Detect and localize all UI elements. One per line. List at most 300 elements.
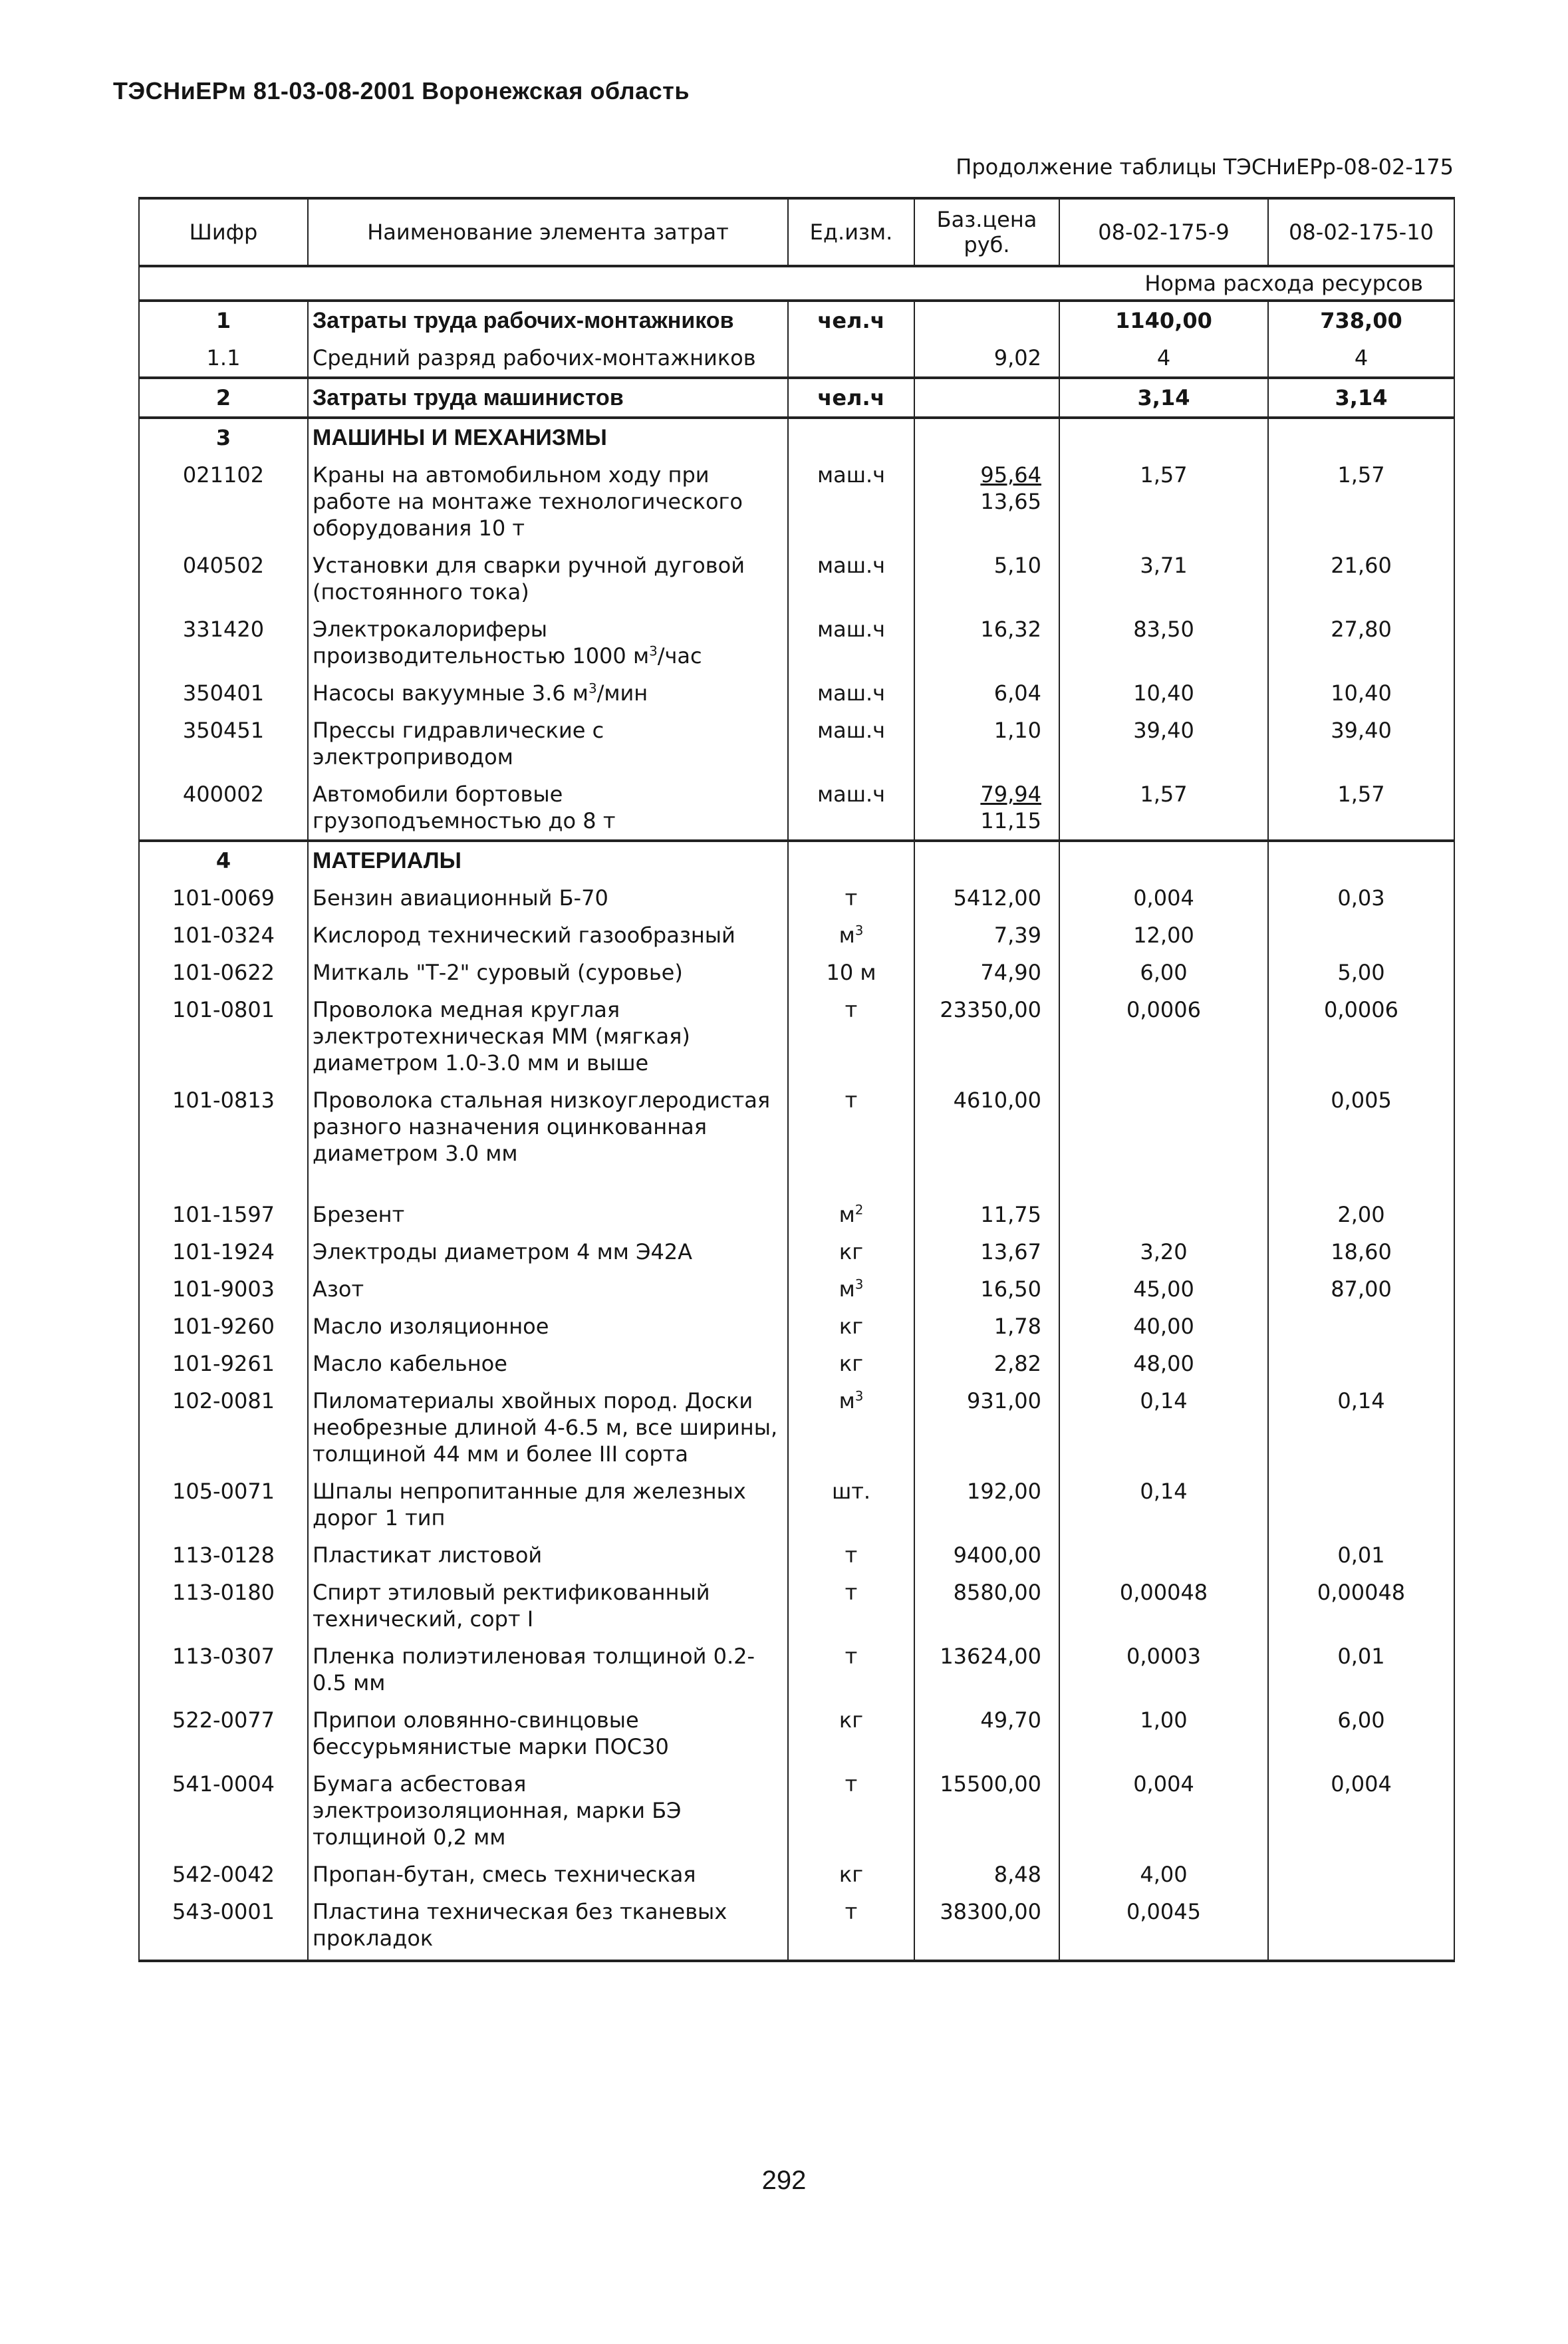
row-value-08-02-175-9: 3,20 (1059, 1233, 1268, 1270)
row-code: 101-0801 (139, 991, 308, 1082)
row-price-line: 1,10 (993, 718, 1041, 743)
table-header-row (139, 198, 1454, 266)
row-price-line: 8,48 (993, 1862, 1041, 1887)
row-name-text: Затраты труда машинистов (313, 385, 624, 410)
row-value-08-02-175-10: 5,00 (1268, 954, 1454, 991)
row-unit (788, 1701, 914, 1765)
row-code: 101-0324 (139, 917, 308, 954)
row-name (308, 1233, 788, 1270)
row-price-line: 9,02 (993, 345, 1041, 370)
row-name-text: Пленка полиэтиленовая толщиной 0.2-0.5 мм (313, 1644, 755, 1695)
row-unit (788, 1196, 914, 1233)
row-code: 113-0180 (139, 1574, 308, 1638)
row-price-line: 4610,00 (953, 1088, 1041, 1113)
row-name (308, 378, 788, 418)
row-code: 543-0001 (139, 1893, 308, 1961)
row-name-text: Автомобили бортовые грузоподъемностью до 8 т (313, 782, 616, 833)
row-base-price (914, 1382, 1059, 1473)
row-price-line: 6,04 (993, 680, 1041, 706)
row-price-line: 11,75 (980, 1202, 1041, 1227)
row-value-08-02-175-10: 0,14 (1268, 1382, 1454, 1473)
row-value-08-02-175-10: 2,00 (1268, 1196, 1454, 1233)
row-name-text: Миткаль "Т-2" суровый (суровье) (313, 960, 683, 985)
row-unit-superscript: 3 (854, 1276, 864, 1292)
row-name (308, 1638, 788, 1701)
row-unit-text: м (839, 1202, 855, 1227)
table-row (139, 1537, 1454, 1574)
row-name-text: Проволока медная круглая электротехническая ММ (мягкая) диаметром 1.0-3.0 мм и выше (313, 997, 690, 1076)
table-row (139, 776, 1454, 841)
row-code: 113-0307 (139, 1638, 308, 1701)
row-value-08-02-175-10 (1268, 1473, 1454, 1537)
row-value-08-02-175-9: 0,0045 (1059, 1893, 1268, 1961)
row-value-08-02-175-9: 1,00 (1059, 1701, 1268, 1765)
row-name (308, 339, 788, 378)
column-header-price (914, 198, 1059, 266)
row-unit (788, 841, 914, 879)
row-name (308, 456, 788, 547)
row-base-price (914, 378, 1059, 418)
row-name (308, 1270, 788, 1308)
row-unit (788, 1233, 914, 1270)
row-name-text: Припои оловянно-свинцовые бессурьмянистые марки ПОС30 (313, 1707, 669, 1759)
row-unit (788, 456, 914, 547)
row-unit-text: маш.ч (817, 617, 886, 642)
row-price-line: 13624,00 (940, 1644, 1041, 1669)
row-unit-text: 10 м (826, 960, 876, 985)
row-unit-text: т (845, 1771, 858, 1797)
section-row (139, 301, 1454, 339)
document-title: ТЭСНиЕРм 81-03-08-2001 Воронежская область (113, 77, 690, 104)
row-unit-text: кг (839, 1239, 864, 1264)
row-base-price (914, 1196, 1059, 1233)
row-name (308, 1308, 788, 1345)
row-value-08-02-175-10: 738,00 (1268, 301, 1454, 339)
row-name-text: Пластина техническая без тканевых прокладок (313, 1899, 727, 1951)
row-code: 3 (139, 418, 308, 456)
row-price-line: 16,50 (980, 1276, 1041, 1302)
table-row (139, 1574, 1454, 1638)
row-base-price (914, 1893, 1059, 1961)
table-row (139, 1893, 1454, 1961)
row-name-tail: /час (657, 643, 702, 668)
row-unit-text: м (839, 1388, 855, 1413)
row-value-08-02-175-9: 1,57 (1059, 456, 1268, 547)
row-name-text: Электрокалориферы производительностью 1000 м (313, 617, 650, 668)
table-row (139, 547, 1454, 611)
row-value-08-02-175-10: 0,01 (1268, 1537, 1454, 1574)
row-code: 541-0004 (139, 1765, 308, 1856)
row-name-text: МАШИНЫ И МЕХАНИЗМЫ (313, 425, 607, 450)
row-name-tail: /мин (596, 680, 648, 706)
row-name (308, 1765, 788, 1856)
row-unit-text: т (845, 1580, 858, 1605)
table-row (139, 879, 1454, 917)
row-value-08-02-175-9: 0,004 (1059, 879, 1268, 917)
row-value-08-02-175-9: 39,40 (1059, 712, 1268, 776)
row-code: 542-0042 (139, 1856, 308, 1893)
row-unit (788, 1345, 914, 1382)
row-unit (788, 954, 914, 991)
row-code: 102-0081 (139, 1382, 308, 1473)
row-base-price (914, 339, 1059, 378)
section-row (139, 418, 1454, 456)
row-value-08-02-175-10 (1268, 1893, 1454, 1961)
row-value-08-02-175-9: 0,14 (1059, 1382, 1268, 1473)
row-unit (788, 418, 914, 456)
table-row (139, 339, 1454, 378)
row-value-08-02-175-10 (1268, 1345, 1454, 1382)
row-base-price (914, 1270, 1059, 1308)
table-row (139, 954, 1454, 991)
column-header-unit: Ед.изм. (788, 198, 914, 266)
row-name-text: Краны на автомобильном ходу при работе на монтаже технологического оборудования 10 т (313, 462, 743, 541)
norm-label: Норма расхода ресурсов (139, 266, 1454, 301)
row-price-line: 9400,00 (953, 1542, 1041, 1568)
row-name-text: Пиломатериалы хвойных пород. Доски необрезные длиной 4-6.5 м, все ширины, толщиной 44 мм и более III сорта (313, 1388, 778, 1467)
row-value-08-02-175-9 (1059, 1537, 1268, 1574)
row-value-08-02-175-10: 3,14 (1268, 378, 1454, 418)
row-name-text: Бензин авиационный Б-70 (313, 885, 608, 911)
row-value-08-02-175-9: 1,57 (1059, 776, 1268, 841)
row-unit-superscript: 3 (854, 923, 864, 939)
row-base-price (914, 776, 1059, 841)
row-price-line: 5,10 (993, 553, 1041, 578)
row-unit-text: т (845, 1899, 858, 1924)
table-row (139, 1308, 1454, 1345)
row-name (308, 991, 788, 1082)
row-name-text: Проволока стальная низкоуглеродистая разного назначения оцинкованная диаметром 3.0 мм (313, 1088, 771, 1166)
row-value-08-02-175-10: 1,57 (1268, 456, 1454, 547)
row-price-line: 95,64 (980, 462, 1041, 488)
row-unit-text: чел.ч (817, 308, 885, 333)
row-value-08-02-175-9: 0,0006 (1059, 991, 1268, 1082)
row-name (308, 879, 788, 917)
row-name (308, 1574, 788, 1638)
row-unit (788, 1537, 914, 1574)
row-base-price (914, 1537, 1059, 1574)
row-name (308, 301, 788, 339)
row-price-line: 7,39 (993, 923, 1041, 948)
row-price-line: 5412,00 (953, 885, 1041, 911)
row-value-08-02-175-10 (1268, 841, 1454, 879)
row-code: 101-9003 (139, 1270, 308, 1308)
page-number: 292 (761, 2166, 807, 2195)
row-value-08-02-175-9: 1140,00 (1059, 301, 1268, 339)
row-price-line: 13,67 (980, 1239, 1041, 1264)
row-base-price (914, 1856, 1059, 1893)
row-unit-text: т (845, 1088, 858, 1113)
row-value-08-02-175-10 (1268, 1856, 1454, 1893)
row-name (308, 712, 788, 776)
row-base-price (914, 879, 1059, 917)
row-name (308, 418, 788, 456)
table-row (139, 1345, 1454, 1382)
row-name-text: Кислород технический газообразный (313, 923, 735, 948)
row-unit (788, 1270, 914, 1308)
row-unit (788, 712, 914, 776)
row-base-price (914, 547, 1059, 611)
row-value-08-02-175-9: 83,50 (1059, 611, 1268, 674)
table-row (139, 1233, 1454, 1270)
row-base-price (914, 418, 1059, 456)
table-row (139, 1856, 1454, 1893)
norm-label-row (139, 266, 1454, 301)
row-name-superscript: 3 (588, 680, 597, 696)
row-value-08-02-175-10 (1268, 1308, 1454, 1345)
row-unit-text: маш.ч (817, 462, 886, 488)
row-name (308, 1345, 788, 1382)
row-name-text: Шпалы непропитанные для железных дорог 1 тип (313, 1479, 746, 1531)
row-base-price (914, 1574, 1059, 1638)
row-price-line: 1,78 (993, 1314, 1041, 1339)
row-name-text: Пропан-бутан, смесь техническая (313, 1862, 696, 1887)
row-unit-text: маш.ч (817, 680, 886, 706)
table-row (139, 1382, 1454, 1473)
table-continuation-caption: Продолжение таблицы ТЭСНиЕРр-08-02-175 (956, 154, 1454, 180)
row-value-08-02-175-10: 21,60 (1268, 547, 1454, 611)
row-base-price (914, 301, 1059, 339)
row-value-08-02-175-10: 0,03 (1268, 879, 1454, 917)
row-unit-text: кг (839, 1862, 864, 1887)
row-unit (788, 991, 914, 1082)
row-value-08-02-175-10: 18,60 (1268, 1233, 1454, 1270)
row-value-08-02-175-9: 0,14 (1059, 1473, 1268, 1537)
row-name-text: Пластикат листовой (313, 1542, 543, 1568)
row-value-08-02-175-10: 6,00 (1268, 1701, 1454, 1765)
row-base-price (914, 954, 1059, 991)
row-base-price (914, 456, 1059, 547)
table-row (139, 674, 1454, 712)
row-base-price (914, 1308, 1059, 1345)
row-code: 101-9260 (139, 1308, 308, 1345)
row-code: 101-0813 (139, 1082, 308, 1196)
section-row (139, 841, 1454, 879)
row-value-08-02-175-9: 45,00 (1059, 1270, 1268, 1308)
row-unit (788, 1574, 914, 1638)
row-value-08-02-175-9: 10,40 (1059, 674, 1268, 712)
row-name (308, 917, 788, 954)
row-unit-text: кг (839, 1707, 864, 1733)
row-name (308, 1893, 788, 1961)
row-price-line: 11,15 (980, 808, 1041, 833)
row-unit (788, 1082, 914, 1196)
row-name-text: Средний разряд рабочих-монтажников (313, 345, 756, 370)
row-price-line: 8580,00 (953, 1580, 1041, 1605)
row-code: 101-0069 (139, 879, 308, 917)
row-name (308, 1856, 788, 1893)
row-unit (788, 301, 914, 339)
row-unit-text: т (845, 1644, 858, 1669)
row-value-08-02-175-10: 0,005 (1268, 1082, 1454, 1196)
row-name-text: Масло кабельное (313, 1351, 507, 1376)
row-price-line: 38300,00 (940, 1899, 1041, 1924)
row-price-line: 931,00 (967, 1388, 1041, 1413)
row-unit-text: м (839, 1276, 855, 1302)
row-unit (788, 917, 914, 954)
row-code: 021102 (139, 456, 308, 547)
row-name-text: Затраты труда рабочих-монтажников (313, 308, 734, 333)
row-unit-text: т (845, 997, 858, 1022)
table-row (139, 1473, 1454, 1537)
table-row (139, 1701, 1454, 1765)
row-price-line: 13,65 (980, 489, 1041, 514)
row-name (308, 1382, 788, 1473)
column-header-code: Шифр (139, 198, 308, 266)
row-value-08-02-175-9 (1059, 1082, 1268, 1196)
row-unit-text: шт. (831, 1479, 871, 1504)
row-value-08-02-175-10: 1,57 (1268, 776, 1454, 841)
row-name (308, 1196, 788, 1233)
row-value-08-02-175-10: 0,0006 (1268, 991, 1454, 1082)
row-unit (788, 879, 914, 917)
table-row (139, 1638, 1454, 1701)
row-value-08-02-175-10: 87,00 (1268, 1270, 1454, 1308)
row-unit-text: маш.ч (817, 553, 886, 578)
row-name-text: Азот (313, 1276, 364, 1302)
row-price-line: 74,90 (980, 960, 1041, 985)
row-base-price (914, 712, 1059, 776)
row-base-price (914, 1701, 1059, 1765)
row-value-08-02-175-10: 0,004 (1268, 1765, 1454, 1856)
row-base-price (914, 1082, 1059, 1196)
row-code: 4 (139, 841, 308, 879)
row-unit-text: маш.ч (817, 782, 886, 807)
row-unit (788, 1308, 914, 1345)
row-value-08-02-175-10: 10,40 (1268, 674, 1454, 712)
row-code: 105-0071 (139, 1473, 308, 1537)
row-unit-text: т (845, 885, 858, 911)
row-price-line: 16,32 (980, 617, 1041, 642)
row-name-superscript: 3 (649, 643, 658, 659)
row-code: 2 (139, 378, 308, 418)
row-value-08-02-175-9: 4,00 (1059, 1856, 1268, 1893)
row-name (308, 1537, 788, 1574)
row-value-08-02-175-9: 6,00 (1059, 954, 1268, 991)
row-code: 350451 (139, 712, 308, 776)
row-value-08-02-175-9: 12,00 (1059, 917, 1268, 954)
row-code: 1 (139, 301, 308, 339)
row-price-line: 2,82 (993, 1351, 1041, 1376)
row-base-price (914, 841, 1059, 879)
row-unit-text: м (839, 923, 855, 948)
row-name-text: Бумага асбестовая электроизоляционная, марки БЭ толщиной 0,2 мм (313, 1771, 682, 1850)
row-unit (788, 674, 914, 712)
table-row (139, 1270, 1454, 1308)
row-name-text: Масло изоляционное (313, 1314, 549, 1339)
row-name-text: Электроды диаметром 4 мм Э42А (313, 1239, 693, 1264)
row-name-text: Установки для сварки ручной дуговой (постоянного тока) (313, 553, 745, 605)
table-row (139, 611, 1454, 674)
row-unit (788, 1638, 914, 1701)
row-value-08-02-175-10: 4 (1268, 339, 1454, 378)
row-value-08-02-175-10 (1268, 418, 1454, 456)
row-value-08-02-175-9 (1059, 418, 1268, 456)
column-header-name: Наименование элемента затрат (308, 198, 788, 266)
row-unit-text: чел.ч (817, 385, 885, 410)
row-unit-superscript: 2 (854, 1202, 864, 1218)
row-code: 522-0077 (139, 1701, 308, 1765)
row-value-08-02-175-9 (1059, 841, 1268, 879)
row-code: 040502 (139, 547, 308, 611)
row-name-text: МАТЕРИАЛЫ (313, 848, 461, 873)
row-name (308, 954, 788, 991)
row-value-08-02-175-9: 0,0003 (1059, 1638, 1268, 1701)
row-code: 101-1924 (139, 1233, 308, 1270)
row-unit-text: т (845, 1542, 858, 1568)
table-body (139, 266, 1454, 1961)
row-name (308, 547, 788, 611)
table-row (139, 1196, 1454, 1233)
row-base-price (914, 1345, 1059, 1382)
column-header-price-line1: Баз.цена (936, 207, 1037, 232)
row-name-text: Брезент (313, 1202, 405, 1227)
row-base-price (914, 991, 1059, 1082)
row-code: 101-9261 (139, 1345, 308, 1382)
row-unit-text: кг (839, 1351, 864, 1376)
row-name (308, 1701, 788, 1765)
row-unit (788, 547, 914, 611)
table-row (139, 1765, 1454, 1856)
row-value-08-02-175-9 (1059, 1196, 1268, 1233)
row-base-price (914, 1765, 1059, 1856)
row-price-line: 192,00 (967, 1479, 1041, 1504)
table-row (139, 917, 1454, 954)
row-name (308, 1082, 788, 1196)
row-name (308, 841, 788, 879)
row-code: 331420 (139, 611, 308, 674)
row-base-price (914, 1638, 1059, 1701)
row-value-08-02-175-10: 39,40 (1268, 712, 1454, 776)
row-unit (788, 1473, 914, 1537)
table-row (139, 1082, 1454, 1196)
column-header-08-02-175-9: 08-02-175-9 (1059, 198, 1268, 266)
row-value-08-02-175-10 (1268, 917, 1454, 954)
row-base-price (914, 1233, 1059, 1270)
row-base-price (914, 1473, 1059, 1537)
column-header-08-02-175-10: 08-02-175-10 (1268, 198, 1454, 266)
row-base-price (914, 611, 1059, 674)
row-value-08-02-175-9: 0,00048 (1059, 1574, 1268, 1638)
row-unit (788, 378, 914, 418)
row-code: 1.1 (139, 339, 308, 378)
resource-norms-table (138, 197, 1455, 1962)
row-unit (788, 611, 914, 674)
row-value-08-02-175-9: 3,71 (1059, 547, 1268, 611)
row-price-line: 49,70 (980, 1707, 1041, 1733)
row-unit (788, 1382, 914, 1473)
row-unit (788, 776, 914, 841)
row-unit-text: маш.ч (817, 718, 886, 743)
row-name (308, 776, 788, 841)
row-value-08-02-175-10: 0,01 (1268, 1638, 1454, 1701)
row-value-08-02-175-10: 27,80 (1268, 611, 1454, 674)
row-base-price (914, 674, 1059, 712)
row-value-08-02-175-9: 48,00 (1059, 1345, 1268, 1382)
row-name (308, 611, 788, 674)
row-code: 101-1597 (139, 1196, 308, 1233)
row-value-08-02-175-9: 40,00 (1059, 1308, 1268, 1345)
column-header-price-line2: руб. (964, 232, 1010, 257)
section-row (139, 378, 1454, 418)
row-unit (788, 339, 914, 378)
row-value-08-02-175-10: 0,00048 (1268, 1574, 1454, 1638)
row-unit (788, 1765, 914, 1856)
row-value-08-02-175-9: 3,14 (1059, 378, 1268, 418)
row-name-text: Прессы гидравлические с электроприводом (313, 718, 604, 770)
row-code: 101-0622 (139, 954, 308, 991)
row-code: 113-0128 (139, 1537, 308, 1574)
